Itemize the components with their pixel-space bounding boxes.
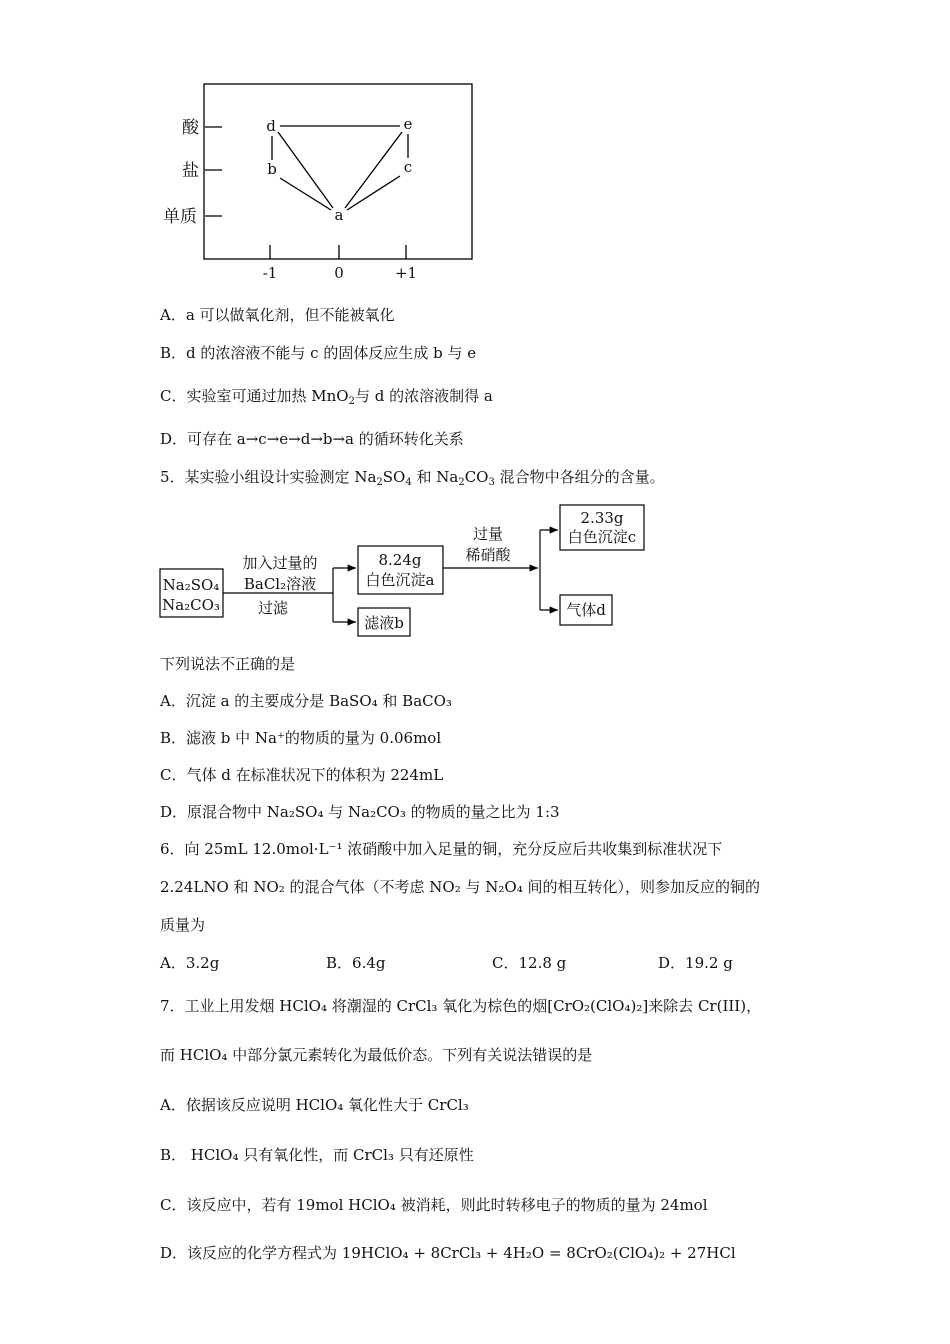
node-a: a xyxy=(334,206,344,224)
q5-stem: 5．某实验小组设计实验测定 $Na_2SO_4$ 和 $Na_2CO_3$ 混合物中各组分的含量。 xyxy=(160,468,665,488)
edge-e-a xyxy=(345,132,402,208)
q7-option-b: B． HClO₄ 只有氧化性，而 CrCl₃ 只有还原性 xyxy=(160,1146,474,1164)
box-d-label: 气体d xyxy=(566,601,606,619)
y-label-acid: 酸 xyxy=(182,118,199,138)
step1-line1: 加入过量的 xyxy=(242,554,318,572)
q6-option-a: A．3.2g xyxy=(160,954,220,972)
start-na2so4: Na₂SO₄ xyxy=(162,576,220,594)
start-na2co3: Na₂CO₃ xyxy=(162,596,220,614)
node-b: b xyxy=(267,160,277,178)
edge-d-a xyxy=(278,132,333,208)
box-b-label: 滤液b xyxy=(364,614,404,632)
y-label-element: 单质 xyxy=(163,207,197,227)
step2-line2: 稀硝酸 xyxy=(465,546,511,564)
q6-line1: 6．向 25mL 12.0mol·L⁻¹ 浓硝酸中加入足量的铜，充分反应后共收集到标准状况下 xyxy=(160,840,723,858)
edge-c-a xyxy=(347,176,400,210)
box-a-mass: 8.24g xyxy=(378,551,422,569)
x-tick-minus1: -1 xyxy=(262,264,278,282)
q4-option-c: C．实验室可通过加热 MnO$_2$与 d 的浓溶液制得 a xyxy=(160,387,493,407)
q5-option-d: D．原混合物中 Na₂SO₄ 与 Na₂CO₃ 的物质的量之比为 1:3 xyxy=(160,803,560,821)
diagram-frame xyxy=(204,84,472,259)
q6-option-d: D．19.2 g xyxy=(658,954,733,972)
step1-line2: BaCl₂溶液 xyxy=(243,575,317,593)
box-a-label: 白色沉淀a xyxy=(365,571,435,589)
q4-option-a: A．a 可以做氧化剂，但不能被氧化 xyxy=(160,306,395,324)
q4-option-d: D．可存在 a→c→e→d→b→a 的循环转化关系 xyxy=(160,430,464,448)
q4-option-b: B．d 的浓溶液不能与 c 的固体反应生成 b 与 e xyxy=(160,344,477,362)
step2-line1: 过量 xyxy=(472,525,504,543)
step1-line3: 过滤 xyxy=(257,599,289,617)
box-c-mass: 2.33g xyxy=(580,509,624,527)
q7-line2: 而 HClO₄ 中部分氯元素转化为最低价态。下列有关说法错误的是 xyxy=(160,1046,593,1064)
box-c-label: 白色沉淀c xyxy=(567,528,637,546)
x-tick-0: 0 xyxy=(334,264,344,282)
node-d: d xyxy=(266,117,276,135)
node-c: c xyxy=(403,158,413,176)
valence-diagram xyxy=(0,0,950,300)
x-tick-plus1: +1 xyxy=(394,264,418,282)
experiment-flowchart xyxy=(0,495,950,655)
q7-option-d: D．该反应的化学方程式为 19HClO₄ + 8CrCl₃ + 4H₂O = 8CrO₂(ClO₄)₂ + 27HCl xyxy=(160,1244,736,1262)
q5-option-a: A．沉淀 a 的主要成分是 BaSO₄ 和 BaCO₃ xyxy=(160,692,452,710)
q5-prompt: 下列说法不正确的是 xyxy=(160,655,296,673)
q7-option-c: C．该反应中，若有 19mol HClO₄ 被消耗，则此时转移电子的物质的量为 24mol xyxy=(160,1196,708,1214)
node-e: e xyxy=(403,115,413,133)
q7-line1: 7．工业上用发烟 HClO₄ 将潮湿的 CrCl₃ 氧化为棕色的烟[CrO₂(ClO₄)₂]来除去 Cr(III)， xyxy=(160,997,762,1015)
q6-option-b: B．6.4g xyxy=(326,954,386,972)
q6-option-c: C．12.8 g xyxy=(492,954,567,972)
y-label-salt: 盐 xyxy=(182,161,199,181)
q7-option-a: A．依据该反应说明 HClO₄ 氧化性大于 CrCl₃ xyxy=(160,1096,469,1114)
q6-line2: 2.24LNO 和 NO₂ 的混合气体（不考虑 NO₂ 与 N₂O₄ 间的相互转化），则参加反应的铜的 xyxy=(160,878,760,896)
q6-line3: 质量为 xyxy=(160,916,206,934)
q5-option-c: C．气体 d 在标准状况下的体积为 224mL xyxy=(160,766,444,784)
q5-option-b: B．滤液 b 中 Na⁺的物质的量为 0.06mol xyxy=(160,729,442,747)
